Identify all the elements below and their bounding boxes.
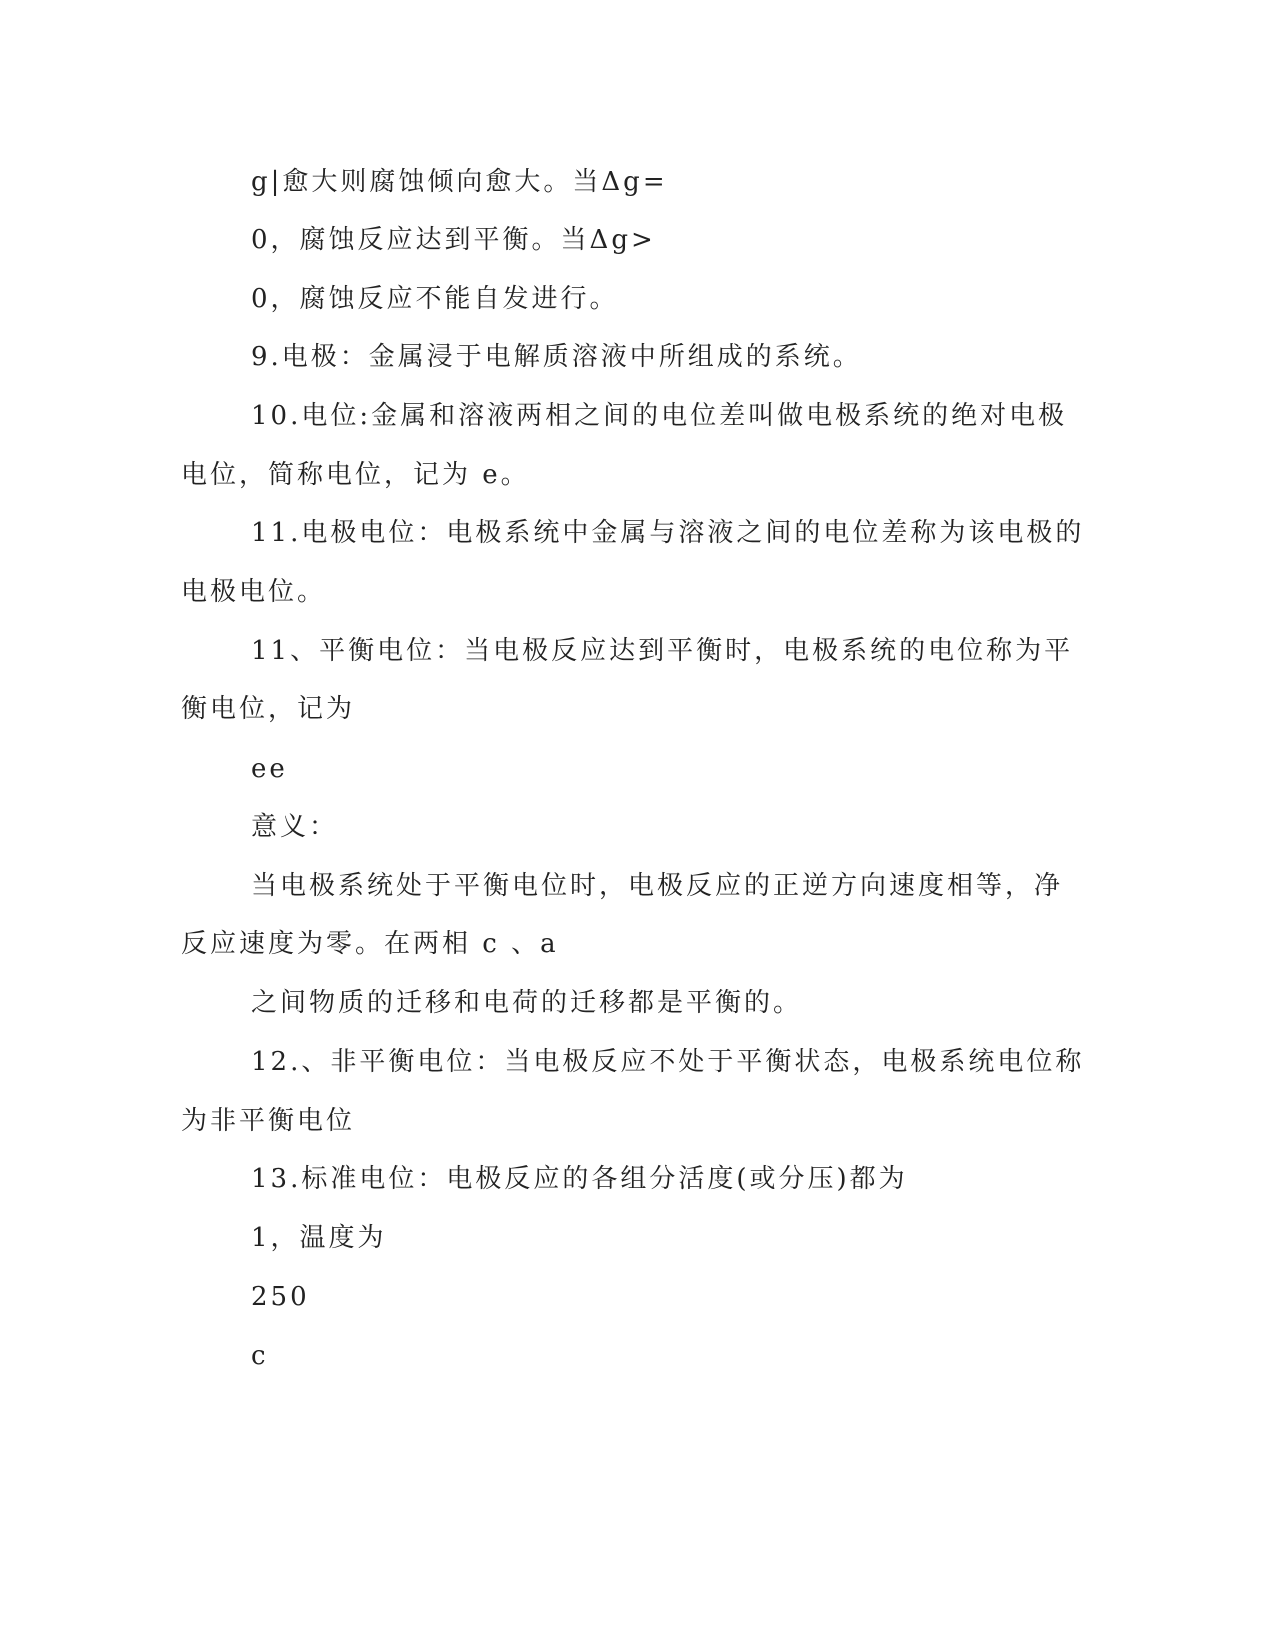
text-line: 意义： (251, 812, 339, 842)
text-line: g|愈大则腐蚀倾向愈大。当Δg= (251, 167, 668, 197)
text-line: c (251, 1341, 269, 1371)
text-line: 250 (251, 1282, 310, 1312)
text-line: 反应速度为零。在两相 c 、a (181, 929, 559, 959)
text-line: 13.标准电位：电极反应的各组分活度(或分压)都为 (251, 1164, 908, 1194)
text-line: 1，温度为 (251, 1223, 387, 1253)
text-line: 为非平衡电位 (181, 1106, 356, 1136)
text-line: 电极电位。 (181, 577, 327, 607)
text-line: 当电极系统处于平衡电位时，电极反应的正逆方向速度相等，净 (251, 871, 1064, 901)
text-line: 0，腐蚀反应达到平衡。当Δg> (251, 225, 656, 255)
text-line: 衡电位，记为 (181, 694, 356, 724)
text-line: 11.电极电位：电极系统中金属与溶液之间的电位差称为该电极的 (251, 518, 1085, 548)
text-line: 之间物质的迁移和电荷的迁移都是平衡的。 (251, 988, 803, 1018)
text-line: 9.电极：金属浸于电解质溶液中所组成的系统。 (251, 342, 862, 372)
text-line: 电位，简称电位，记为 e。 (181, 460, 530, 490)
text-line: ee (251, 754, 288, 784)
text-line: 10.电位:金属和溶液两相之间的电位差叫做电极系统的绝对电极 (251, 401, 1068, 431)
text-line: 11、平衡电位：当电极反应达到平衡时，电极系统的电位称为平 (251, 636, 1074, 666)
text-line: 0，腐蚀反应不能自发进行。 (251, 284, 619, 314)
text-line: 12.、非平衡电位：当电极反应不处于平衡状态，电极系统电位称 (251, 1047, 1085, 1077)
